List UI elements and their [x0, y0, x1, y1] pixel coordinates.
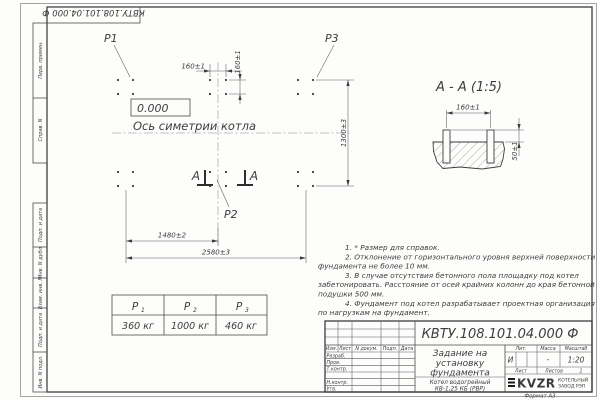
note-line: фундамента не более 10 мм.	[318, 261, 431, 271]
p1-leader	[114, 45, 130, 77]
section-letter-left: A	[191, 169, 201, 183]
load-value-p1: 360 кг	[122, 321, 154, 332]
frame-label-podp-data-1: Подп. и дата	[38, 207, 44, 243]
load-header-p1: P	[131, 301, 139, 313]
row-razrab: Разраб.	[326, 354, 346, 360]
kvzr-logo	[508, 377, 588, 391]
frame-label-sprav-n: Справ. N	[38, 118, 44, 142]
dim-160-h-text: 160±1	[181, 62, 205, 71]
p3-leader	[317, 45, 334, 77]
load-header-p3: P	[235, 301, 243, 313]
frame-label-inv-podl: Инв. N подл.	[38, 355, 44, 389]
note-line: 4. Фундамент под котел разрабатывает проектная организация	[345, 298, 595, 308]
format-label: Формат А3	[524, 393, 556, 400]
corner-designation: КВТУ.108.101.04.000 Ф	[42, 7, 145, 17]
foundation-plan-view	[104, 32, 354, 263]
row-nkontr: Н.контр.	[326, 381, 348, 386]
row-tkontr: Т.контр.	[326, 367, 348, 373]
listov-value: 1	[579, 369, 583, 375]
frame-label-perv-primen: Перв. примен.	[38, 41, 44, 79]
dim-1300-text: 1300±3	[340, 118, 348, 148]
row-utv: Утв.	[326, 387, 337, 393]
section-cut-marks	[191, 169, 258, 185]
axis-of-symmetry-label: Ось симетрии котла	[133, 119, 257, 133]
kvzr-logo-wave-icon	[508, 379, 515, 386]
mass-value: -	[546, 355, 550, 364]
doc-title-line2: установку	[435, 359, 485, 369]
load-header-p2-sub: 2	[193, 307, 197, 314]
dim-160-v-text: 160±1	[234, 50, 242, 74]
factory-line1: КОТЕЛЬНЫЙ	[558, 378, 589, 384]
section-letter-right: A	[249, 169, 259, 183]
elevation-value: 0.000	[137, 102, 169, 115]
doc-title-line3: фундамента	[430, 368, 490, 379]
frame-label-vzam-inv: Взам. инв. N	[38, 276, 44, 310]
scale-header: Масштаб	[564, 347, 588, 352]
dim-1480-text: 1480±2	[157, 231, 187, 240]
title-block-designation: КВТУ.108.101.04.000 Ф	[421, 327, 579, 342]
anchor-bolt-right	[487, 130, 494, 163]
technical-notes	[318, 243, 596, 317]
mass-header: Масса	[540, 347, 556, 352]
col-podp: Подп.	[382, 347, 398, 352]
dim-2580-text: 2580±3	[201, 248, 231, 257]
note-line: 1. * Размер для справок.	[345, 243, 440, 252]
dim-160-horizontal	[181, 63, 242, 78]
doc-title-line1: Задание на	[432, 349, 488, 359]
product-line2: КВ-1,25 КБ (РВР)	[434, 386, 486, 393]
note-line: забетонировать. Расстояние от осей крайних колонн до края бетонной	[318, 280, 595, 290]
section-dim-50-text: 50±1	[511, 141, 519, 161]
section-view	[433, 80, 524, 169]
title-block	[325, 321, 592, 400]
note-line: подушки 500 мм.	[318, 289, 385, 299]
dim-160-vertical	[229, 50, 246, 104]
col-izm: Изм.	[325, 347, 338, 352]
frame-label-podp-data-2: Подп. и дата	[38, 312, 44, 348]
note-line: по нагрузкам на фундамент.	[318, 308, 430, 318]
section-dim-160-text: 160±1	[456, 103, 480, 112]
load-header-p3-sub: 3	[245, 307, 249, 314]
load-value-p3: 460 кг	[225, 321, 257, 332]
list-label: Лист	[514, 369, 528, 375]
note-line: 3. В случае отсутствия бетонного пола площадку под котел	[345, 270, 579, 280]
col-list: Лист	[338, 347, 352, 352]
p2-leader	[217, 180, 229, 207]
section-dim-160	[447, 104, 491, 129]
col-data: Дата	[400, 347, 414, 352]
load-value-p2: 1000 кг	[171, 321, 209, 332]
p3-label: P3	[325, 32, 339, 45]
anchor-bolt-left	[443, 130, 450, 163]
p1-label: P1	[104, 32, 118, 45]
load-header-p2: P	[183, 301, 191, 313]
section-title: A - A (1:5)	[436, 80, 502, 95]
load-table	[112, 295, 267, 335]
note-line: 2. Отклонение от горизонтального уровня верхней поверхности	[345, 252, 596, 262]
dim-2580	[126, 190, 306, 263]
col-doc: N докум.	[355, 347, 378, 352]
factory-line2: ЗАВОД РЭП	[558, 384, 586, 390]
scale-value: 1:20	[567, 355, 585, 365]
listov-label: Листов	[545, 369, 563, 375]
load-header-p1-sub: 1	[141, 307, 145, 314]
row-prov: Пров.	[326, 361, 341, 366]
p2-label: P2	[224, 208, 238, 221]
kvzr-logo-text: KVZR	[517, 376, 556, 391]
product-line1: Котел водогрейный	[429, 380, 491, 386]
lit-header: Лит.	[515, 347, 527, 352]
frame-label-inv-dubl: Инв. N дубл.	[38, 245, 44, 279]
lit-value: И	[507, 355, 514, 365]
